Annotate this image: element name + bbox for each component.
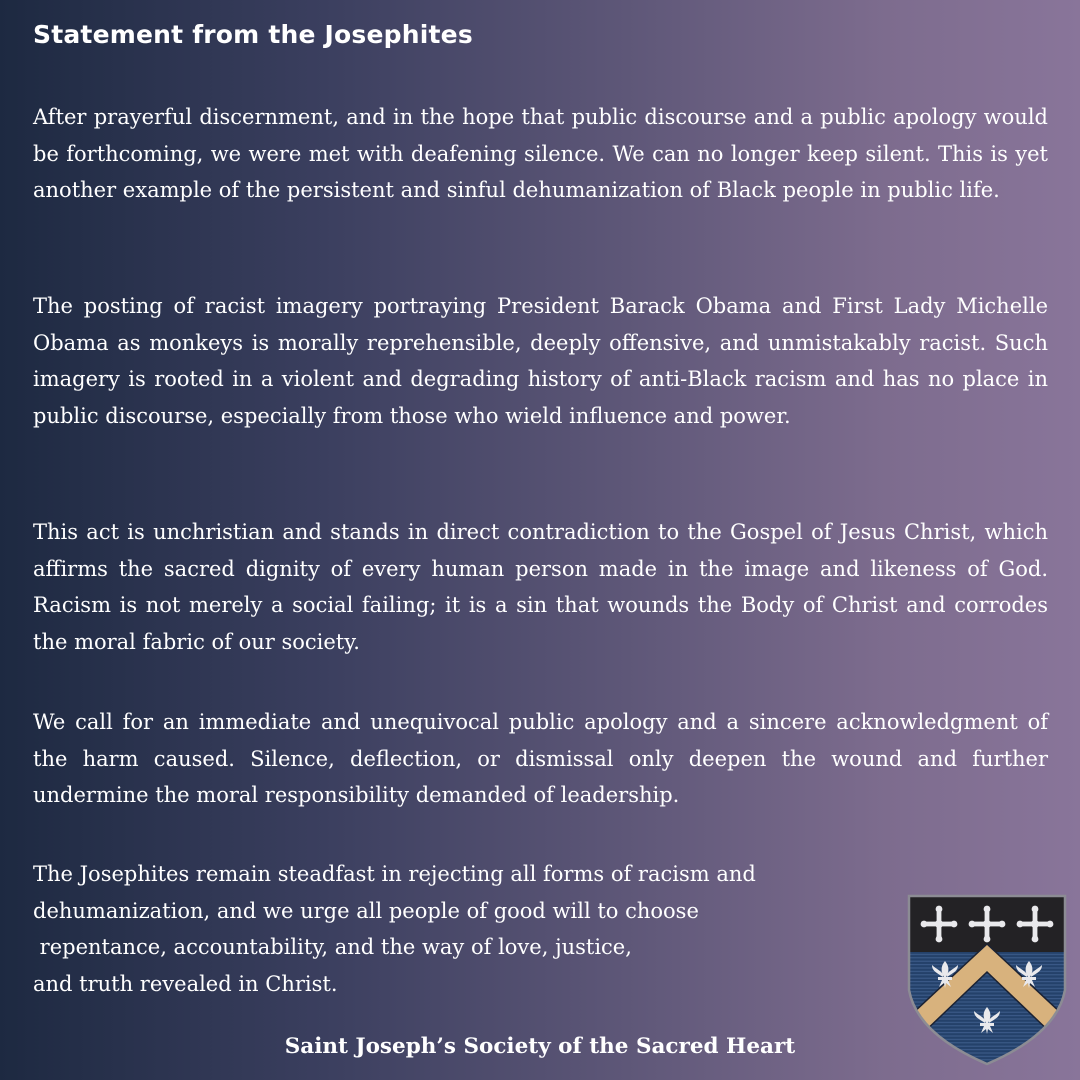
closing-line: The Josephites remain steadfast in rejecting all forms of racism and — [33, 862, 756, 886]
closing-line: dehumanization, and we urge all people of good will to choose — [33, 898, 699, 923]
paragraph-4: We call for an immediate and unequivocal public apology and a sincere acknowledgment of the harm caused. Silence, deflection, or dismissal only deepen the wound and further undermine the moral responsibility demanded of leadership. — [33, 710, 1048, 808]
closing-line: and truth revealed in Christ. — [33, 971, 338, 996]
statement-title: Statement from the Josephites — [33, 20, 473, 49]
closing-line: repentance, accountability, and the way of love, justice, — [33, 935, 632, 960]
society-name-footer: Saint Joseph’s Society of the Sacred Heart — [284, 1034, 796, 1059]
paragraph-2: The posting of racist imagery portraying President Barack Obama and First Lady Michelle Obama as monkeys is morally reprehensible, deeply offensive, and unmistakably racist. Such imagery is rooted in a violent and degrading history of anti-Black racism and has no place in public discourse, especially from those who wield influence and power. — [33, 294, 1048, 428]
paragraph-1: After prayerful discernment, and in the hope that public discourse and a public apology would be forthcoming, we were met with deafening silence. We can no longer keep silent. This is yet another example of the persistent and sinful dehumanization of Black people in public life. — [33, 105, 1048, 203]
paragraph-3: This act is unchristian and stands in direct contradiction to the Gospel of Jesus Christ, which affirms the sacred dignity of every human person made in the image and likeness of God. Racism is not merely a social failing; it is a sin that wounds the Body of Christ and corrodes the moral fabric of our society. — [33, 520, 1048, 654]
closing-paragraph — [33, 856, 863, 1002]
